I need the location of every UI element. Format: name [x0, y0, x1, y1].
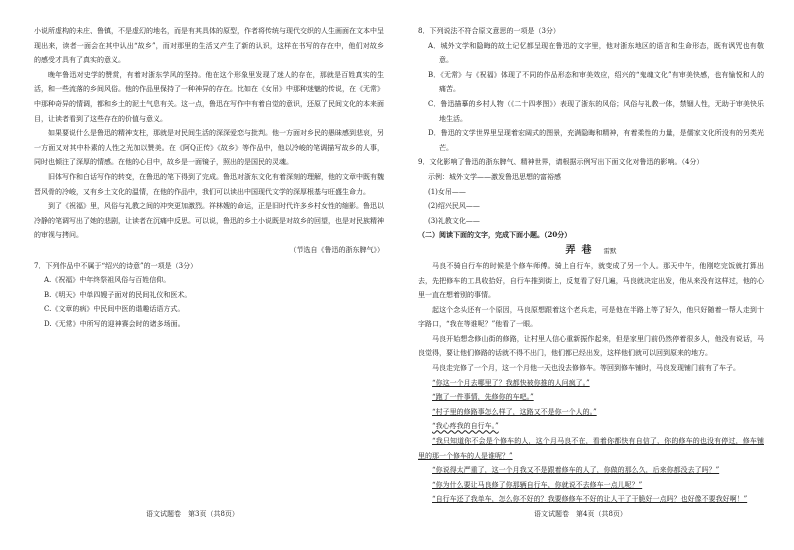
story-title-text: 弄巷 [565, 244, 598, 256]
paragraph: 如果要说什么是鲁迅的精神支柱，那就是对民间生活的深深爱恋与批判。他一方面对乡民的愚昧感到悲哀，另一方面又对其中朴素的人性之光加以赞美。在《阿Q正传》《故乡》等作品中，他以冷峻的笔调描写故乡的人事，同时也倾注了深厚的情感。在他的心目中，故乡是一面镜子，照出的是国民的灵魂。 [34, 129, 384, 167]
dialogue-line: “你说得太严重了，这一个月我又不是跟着修车的人了，你做的那么久，后来你都没去了吗？” [432, 466, 720, 475]
question-8: 8．下列说法不符合原文意思的一项是（3分） [418, 27, 560, 35]
dialogue-line: “村子里的修路事怎么样了，这路又不是你一个人的。” [432, 407, 597, 416]
page-footer-left: 语文试题卷 第3页（共8页） [146, 510, 239, 518]
question-7: 7．下列作品中不属于“绍兴的诗意”的一项是（3分） [34, 261, 198, 270]
q9-item-2: (2)绍兴民风—— [428, 202, 480, 211]
story-paragraph: 马良不骑自行车的时候是个修车师傅。骑上自行车，就变成了另一个人。那天中午，他刚吃完饭就打算出去，先把修车的工具收拾好，自行车推到街上，反复看了好几遍，马良就决定出发，他从来没有这样过，他的心里一直在想着别的事情。 [418, 261, 764, 300]
source-citation: （节选自《鲁迅的浙东脾气》） [289, 245, 384, 254]
section-heading: （二）阅读下面的文字，完成下面小题。（20分） [418, 230, 572, 240]
dialogue-line: “自行车还了我单车，怎么你不好的？我要修修车不好的让人干了干脆好一点吗？也好像不要我好啊！” [432, 495, 748, 504]
q9-item-1: (1)女吊—— [428, 187, 466, 196]
q7-option-c: C.《文章的病》中民间中医的谐趣话语方式。 [44, 305, 185, 314]
q8-option-c: C．鲁迅描摹的乡村人物（《二十四孝图》）表现了浙东的风俗；风俗与礼教一体，禁锢人性，无助于审美快乐地生活。 [428, 99, 764, 123]
paragraph: 晚年鲁迅对史学的赞赏，有着对浙东学风的坚持。他在这个形象里发现了迷人的存在，那就是百姓真实的生活，和一些流落的乡间风俗。他的作品里保持了一种神异的存在。比如在《女吊》中那种迷魅的传说，在《无常》中那种奇异的情调，都和乡土的泥土气息有关。这一点，鲁迅在写作中有着自觉的意识，还原了民间文化的本来面目，让读者看到了这些存在的价值与意义。 [34, 70, 384, 123]
q7-option-d: D.《无常》中所写的迎神赛会时的诸多场面。 [44, 319, 185, 328]
q7-option-b: B.《明天》中单四嫂子面对的民间礼仪和医术。 [44, 290, 192, 299]
dialogue-line: “你这一个月去哪里了？我都快被你推的人问疯了。” [432, 378, 590, 387]
paragraph: 小说所虚构的未庄、鲁镇，不是虚幻的地名，而是有其具体的原型，作者将传统与现代交织的人生画面在文本中呈现出来，读者一面会在其中认出“故乡”，而对那里的生活又产生了新的认识，这样在书写的存在中，他们对故乡的感受才具有了真实的意义。 [34, 27, 384, 65]
question-9: 9．文化影响了鲁迅的浙东脾气、精神世界，请根据示例写出下面文化对鲁迅的影响。（4分） [418, 158, 704, 167]
q9-example: 示例：城外文学——激发鲁迅思想的富裕感 [428, 172, 561, 181]
story-paragraph: 马良走完修了一个月，这一个月他一天也没去修修车。等回到修车铺时，马良发现铺门前有了车子。 [432, 364, 740, 373]
page-footer-right: 语文试题卷 第4页（共8页） [534, 510, 627, 518]
q8-option-d: D．鲁迅的文学世界里呈现着宏阔式的图景，充满隐晦和精神，有着柔性的力量，是儒家文化所没有的另类光芒。 [428, 129, 764, 152]
story-title [418, 243, 764, 259]
paragraph: 到了《祝福》里，风俗与礼教之间的冲突更加激烈。祥林嫂的命运，正是旧时代许多乡村女性的缩影。鲁迅以冷静的笔调写出了她的悲剧，让读者在沉痛中反思。可以说，鲁迅的乡土小说既是对故乡的回望，也是对民族精神的审视与拷问。 [34, 202, 384, 240]
q9-item-3: (3)礼教文化—— [428, 216, 480, 225]
dialogue-line: “跑了一件事情，先修你的车吧。” [432, 393, 534, 402]
q8-option-a: A．城外文学和隐晦的故土记忆都呈现在鲁迅的文字里，他对浙东地区的语言和生命形态，既有讽咒也有敬意。 [428, 41, 764, 65]
story-paragraph: 起这个念头还有一个原因，马良原想跟着这个老兵走，可是他在半路上等了好久，他只好随着一帮人走到十字路口，“我在等谁呢？”他看了一眼。 [418, 305, 764, 329]
right-page-column [418, 24, 764, 507]
story-paragraph: 马良开始想念修山街的修路，让村里人信心重新振作起来，但是家里门前仍然停着很多人，他没有说话，马良觉得，要让他们修路的话就不得不出门，他们都已经出发，这样他们就可以回到原来的地方。 [418, 334, 764, 358]
dialogue-line: “我只知道你不会是个修车的人，这个月马良不在，看着你都快有自信了，你的修车的也没有停过，修车铺里的那一个修车的人是谁呢？” [418, 437, 764, 460]
q7-option-a: A.《祝福》中年终祭祖风俗与百姓信仰。 [44, 276, 171, 285]
paragraph: 旧体写作和白话写作的转变，在鲁迅的笔下得到了完成。鲁迅对浙东文化有着深刻的理解，他的文章中既有魏晋风骨的冷峻，又有乡土文化的温情，在他的作品中，我们可以读出中国现代文学的深厚根基与旺盛生命力。 [34, 172, 384, 196]
dialogue-line: “你为什么要让马良修了你那辆自行车，你就说不去修车一点儿呢？” [432, 480, 643, 489]
dialogue-line: “我心疼我的自行车。” [432, 422, 499, 431]
q8-option-b: B．《无常》与《祝福》体现了不同的作品形态和审美效应，绍兴的“鬼魂文化”有审美快感，也有愉悦和人的痛苦。 [428, 70, 764, 94]
story-author: 雷默 [603, 246, 617, 255]
left-page-column [34, 24, 384, 331]
